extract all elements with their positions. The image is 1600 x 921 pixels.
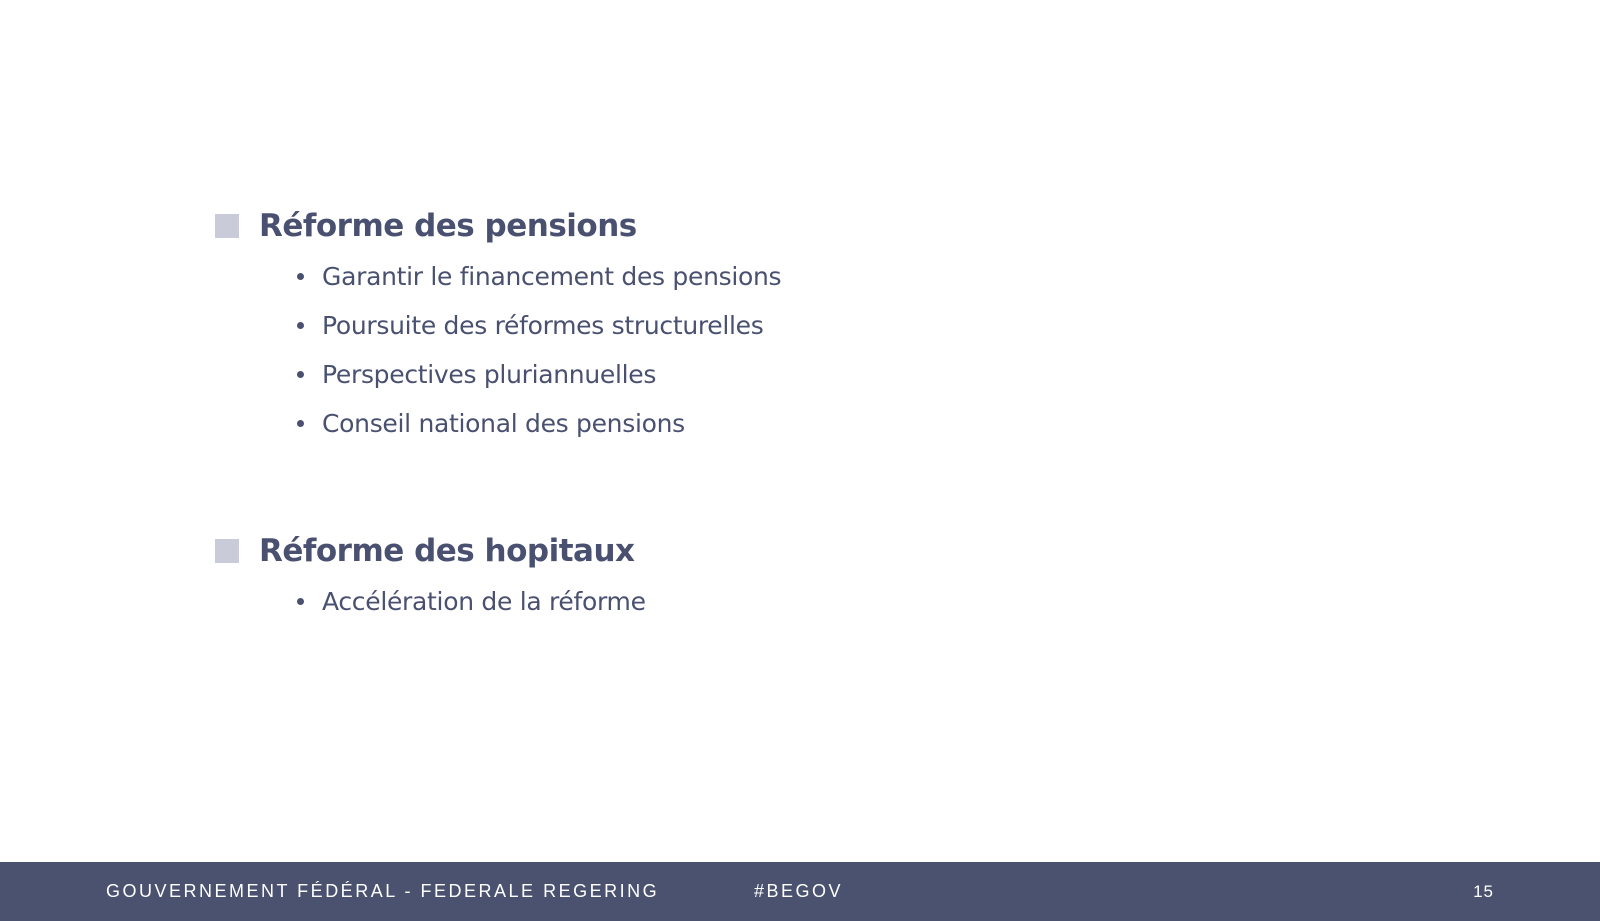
bullet-dot-icon — [297, 598, 304, 605]
footer-government-label: GOUVERNEMENT FÉDÉRAL - FEDERALE REGERING — [106, 881, 660, 901]
list-item — [297, 577, 646, 626]
section-hospital-reform — [215, 529, 646, 626]
list-item — [297, 350, 781, 399]
section-heading — [215, 529, 646, 573]
section-pension-reform — [215, 204, 781, 448]
section-title: Réforme des pensions — [259, 208, 637, 244]
page-number: 15 — [1473, 882, 1494, 901]
bullet-dot-icon — [297, 322, 304, 329]
list-item — [297, 301, 781, 350]
footer-bar — [0, 862, 1600, 921]
bullet-dot-icon — [297, 273, 304, 280]
bullet-list — [297, 252, 781, 448]
bullet-dot-icon — [297, 371, 304, 378]
square-bullet-icon — [215, 539, 239, 563]
footer-hashtag: #BEGOV — [754, 881, 844, 901]
list-item-text: Accélération de la réforme — [322, 587, 646, 616]
list-item-text: Poursuite des réformes structurelles — [322, 311, 764, 340]
list-item-text: Conseil national des pensions — [322, 409, 685, 438]
section-heading — [215, 204, 781, 248]
list-item — [297, 399, 781, 448]
section-title: Réforme des hopitaux — [259, 533, 635, 569]
list-item — [297, 252, 781, 301]
list-item-text: Perspectives pluriannuelles — [322, 360, 657, 389]
list-item-text: Garantir le financement des pensions — [322, 262, 782, 291]
bullet-list — [297, 577, 646, 626]
square-bullet-icon — [215, 214, 239, 238]
bullet-dot-icon — [297, 420, 304, 427]
